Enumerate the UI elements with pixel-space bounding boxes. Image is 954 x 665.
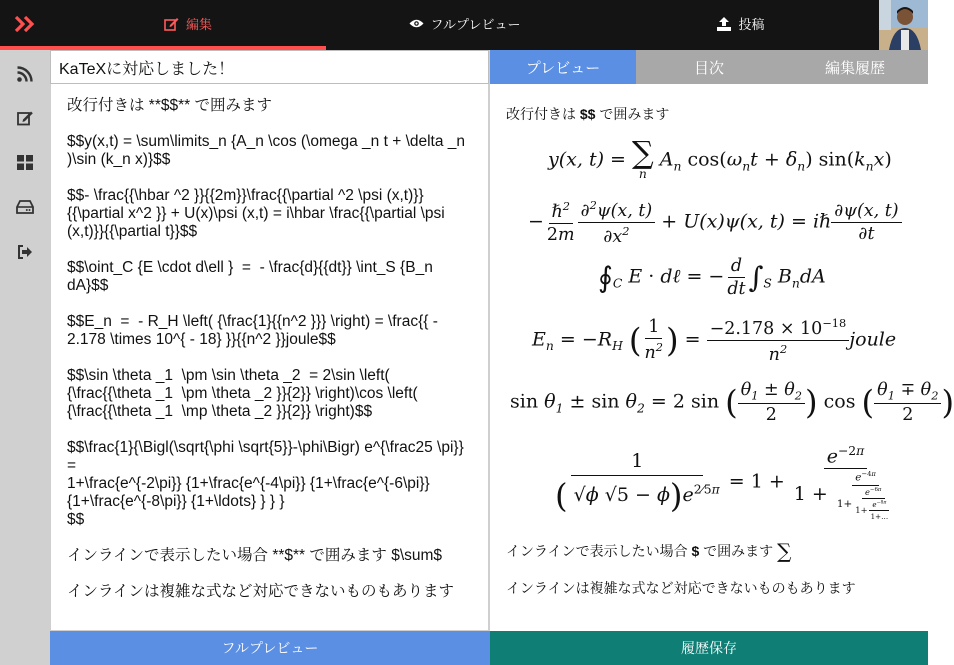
sidebar-item-logout[interactable] xyxy=(0,230,50,274)
menu-toggle-button[interactable] xyxy=(0,0,50,47)
sidebar-item-storage[interactable] xyxy=(0,185,50,229)
sidebar-item-dashboard[interactable] xyxy=(0,140,50,184)
eye-icon xyxy=(409,18,424,29)
equation-exponent: −18 xyxy=(822,316,847,330)
source-line: $$y(x,t) = \sum\limits_n {A_n \cos (\omega _n t + \delta _n )\sin (k_n x)}$$ xyxy=(67,133,470,168)
source-line: $$- \frac{{\hbar ^2 }}{{2m}}\frac{{\partial ^2 \psi (x,t)}}{{\partial x^2 }} + U(x)\psi (x,t) = i\hbar \frac{{\partial \psi (x,t)}}{{\partial t}}$$ xyxy=(67,187,450,240)
sidebar-item-edit[interactable] xyxy=(0,96,50,140)
nav-edit[interactable] xyxy=(50,0,326,47)
grid-icon xyxy=(17,155,33,170)
top-bar xyxy=(0,0,928,50)
preview-paragraph xyxy=(506,104,669,124)
double-chevron-right-icon xyxy=(14,15,36,33)
equation-trig-identity: $\sin \theta_1 \pm \sin \theta_2 = 2$ sin ( $\frac{\theta_1 \pm \theta_2}{2}$ ) cos ( $\frac{\theta_1 \mp \theta_2}{2}$ ) xyxy=(510,380,954,426)
equation-rydberg: $E_n = -R_H$ ( $\frac{1}{n^2}$ ) = $\frac{-2.178 \times 10^{-18}}{n^2}$ joule xyxy=(532,316,897,365)
edit-icon xyxy=(164,17,179,31)
edit-icon xyxy=(17,110,34,126)
source-line: $$\sin \theta _1 \pm \sin \theta _2 = 2\sin \left( {\frac{{\theta _1 \pm \theta _2 }}{2}} \right)\cos \left( {\frac{{\theta _1 \mp \theta _2 }}{2}} \right)$$ xyxy=(67,367,423,420)
title-input[interactable] xyxy=(50,50,489,84)
preview-tabs xyxy=(490,50,928,84)
source-line: インラインは複雑な式など対応できないものもあります xyxy=(67,583,455,600)
source-line: $$\oint_C {E \cdot d\ell } = - \frac{d}{{dt}} \int_S {B_n dA}$$ xyxy=(67,259,438,294)
tab-history[interactable]: 編集履歴 xyxy=(782,50,928,84)
nav-edit-label: 編集 xyxy=(185,18,212,33)
preview-text: で囲みます xyxy=(595,106,670,122)
logout-icon xyxy=(17,245,33,259)
upload-icon xyxy=(717,17,731,31)
nav-fullpreview[interactable] xyxy=(326,0,603,47)
source-line: インラインで表示したい場合 **$** で囲みます $\sum$ xyxy=(67,547,443,564)
sum-symbol: ∑ xyxy=(777,539,792,563)
rss-icon xyxy=(17,66,33,82)
preview-bold: $$ xyxy=(579,106,596,122)
preview-paragraph xyxy=(506,539,791,563)
sidebar xyxy=(0,50,50,665)
preview-text: で囲みます xyxy=(699,543,778,559)
tab-preview[interactable]: プレビュー xyxy=(490,50,636,84)
sidebar-item-feed[interactable] xyxy=(0,52,50,96)
drive-icon xyxy=(16,200,34,214)
preview-pane xyxy=(490,84,954,631)
markdown-editor[interactable] xyxy=(50,84,489,631)
source-line: $$\frac{1}{\Bigl(\sqrt{\phi \sqrt{5}}-\phi\Bigr) e^{\frac25 \pi}} = 1+\frac{e^{-2\pi}} {1+\frac{e^{-4\pi}} {1+\frac{e^{-6\pi}} {1+\frac{e^{-8\pi}} {1+\ldots} } } } $$ xyxy=(67,439,464,528)
equation-number: −2.178 × 10 xyxy=(709,318,823,339)
preview-bold: $ xyxy=(691,543,700,559)
fullpreview-button[interactable]: フルプレビュー xyxy=(50,631,490,665)
nav-post-label: 投稿 xyxy=(738,18,765,33)
editor-pane xyxy=(50,50,489,631)
nav-post[interactable] xyxy=(603,0,879,47)
source-line: $$E_n = - R_H \left( {\frac{1}{{n^2 }}} \right) = \frac{{ - 2.178 \times 10^{ - 18} }}{{n^2 }}joule$$ xyxy=(67,313,443,348)
preview-text: 改行付きは xyxy=(506,106,580,122)
equation-rogers-ramanujan: $\frac{1}{( √\phi √5 - \phi)e^{2⁄5\pi}}$ = 1 + $e^{-2\pi}$ 1 + $e^{-4\pi}$ 1+ $e^{-6\pi}$ 1+ $\frac{e^{-8\pi}}{1+\dots}$ xyxy=(555,444,889,521)
equation-schrodinger: − $\frac{\hbar^2}{2m}$ $\frac{\partial^2\psi(x, t)}{\partial x^2}$ + U(x)ψ(x, t) = iℏ $\frac{\partial\psi(x, t)}{\partial t}$ xyxy=(528,198,902,247)
nav-fullpreview-label: フルプレビュー xyxy=(430,18,521,33)
user-photo-icon xyxy=(879,0,928,50)
equation-unit: joule xyxy=(849,328,897,351)
save-history-button[interactable]: 履歴保存 xyxy=(490,631,928,665)
preview-text: インラインで表示したい場合 xyxy=(506,543,692,559)
tab-toc[interactable]: 目次 xyxy=(636,50,782,84)
source-line: 改行付きは **$$** で囲みます xyxy=(67,97,272,114)
preview-paragraph: インラインは複雑な式など対応できないものもあります xyxy=(506,580,856,596)
equation-faraday: $∮_C$ E · dℓ = − $\frac{d}{dt}$ $\int_S$ $B_ndA$ xyxy=(598,256,826,299)
equation-wave: y(x, t) = ∑ n $A_n$ $\cos(\omega_nt + \delta_n)$ $\sin(k_nx)$ xyxy=(548,136,892,182)
avatar[interactable] xyxy=(879,0,928,50)
